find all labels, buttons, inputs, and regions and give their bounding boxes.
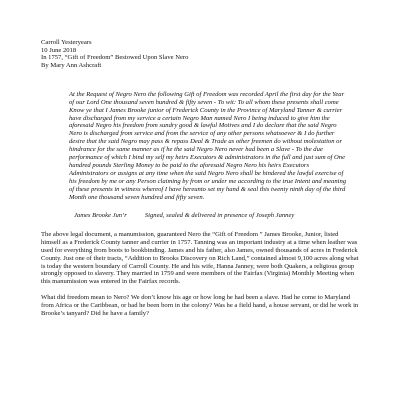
article-header	[41, 39, 359, 70]
body-paragraph-2: What did freedom mean to Nero? We don’t know his age or how long he had been a slave. Had he come to Maryland from Africa or the Caribbean, or had he been born in the colony? Was he a field hand, a house servant, or did he work in Brooke’s tanyard? Did he have a family?	[41, 293, 359, 317]
body-paragraph-1: The above legal document, a manumission, guaranteed Nero the “Gift of Freedom ” James Brooke, Junior, listed himself as a Frederick County tanner and currier in 1757. Tanning was an important industry at a time when leather was used for everything from boots to bookbinding. James and his father, also James, owned thousands of acres in Frederick County. Just one of their tracts, “Addition to Brooks Discovery on Rich Land,” contained almost 9,100 acres along what is today the western boundary of Carroll County. He and his wife, Hanna Janney, were both Quakers, a religious group strongly opposed to slavery. They married in 1759 and were members of the Fairfax (Virginia) Monthly Meeting when this manumission was entered in the Fairfax records.	[41, 231, 359, 286]
article-headline: In 1757, “Gift of Freedom” Bestowed Upon Slave Nero	[41, 54, 189, 62]
manumission-quote	[69, 91, 349, 202]
witness-statement: Signed, sealed & delivered in presence of Joseph Janney	[144, 211, 295, 219]
column-name: Carroll Yesteryears	[41, 39, 92, 46]
signature-line	[74, 212, 359, 220]
article-date: 10 June 2018	[41, 46, 77, 54]
manumission-text: At the Request of Negro Nero the following Gift of Freedom was recorded April the first day for the Year of our Lord One thousand seven hundred & fifty seven - To wit: To all whom these presents shall come Know ye that I James Brooke junior of Frederick County in the Province of Maryland Tanner & currier have discharged from my service a certain Negro Man named Nero I being induced to give him the aforesaid Negro his freedom from sundry good & lawful Motives and I do declare that the said Negro Nero is discharged from service and from the service of any other persons whatsoever & I do further desire that the said Negro may pass & repass Deal & Trade as other freemen do without molestation or hindrance for the same manner as if he the said Negro Nero never had been a Slave - To the due performance of which I bind my self my heirs Executors & administrators in the full and just sum of One hundred pounds Sterling Money to be paid to the aforesaid Negro Nero his heirs Executors Administrators or assigns at any time when the said Negro Nero shall be hindered the lawful exercise of his freedom by me or any Person claiming by from or under me according to the true Intent and meaning of these presents in witness whereof I have hereunto set my hand & seal this twenty ninth day of the third Month one thousand seven hundred and fifty seven.	[69, 90, 347, 201]
signer-name: James Brooke Jun’r	[74, 211, 127, 219]
article-body	[41, 231, 359, 317]
article-byline: By Mary Ann Ashcraft	[41, 62, 102, 70]
